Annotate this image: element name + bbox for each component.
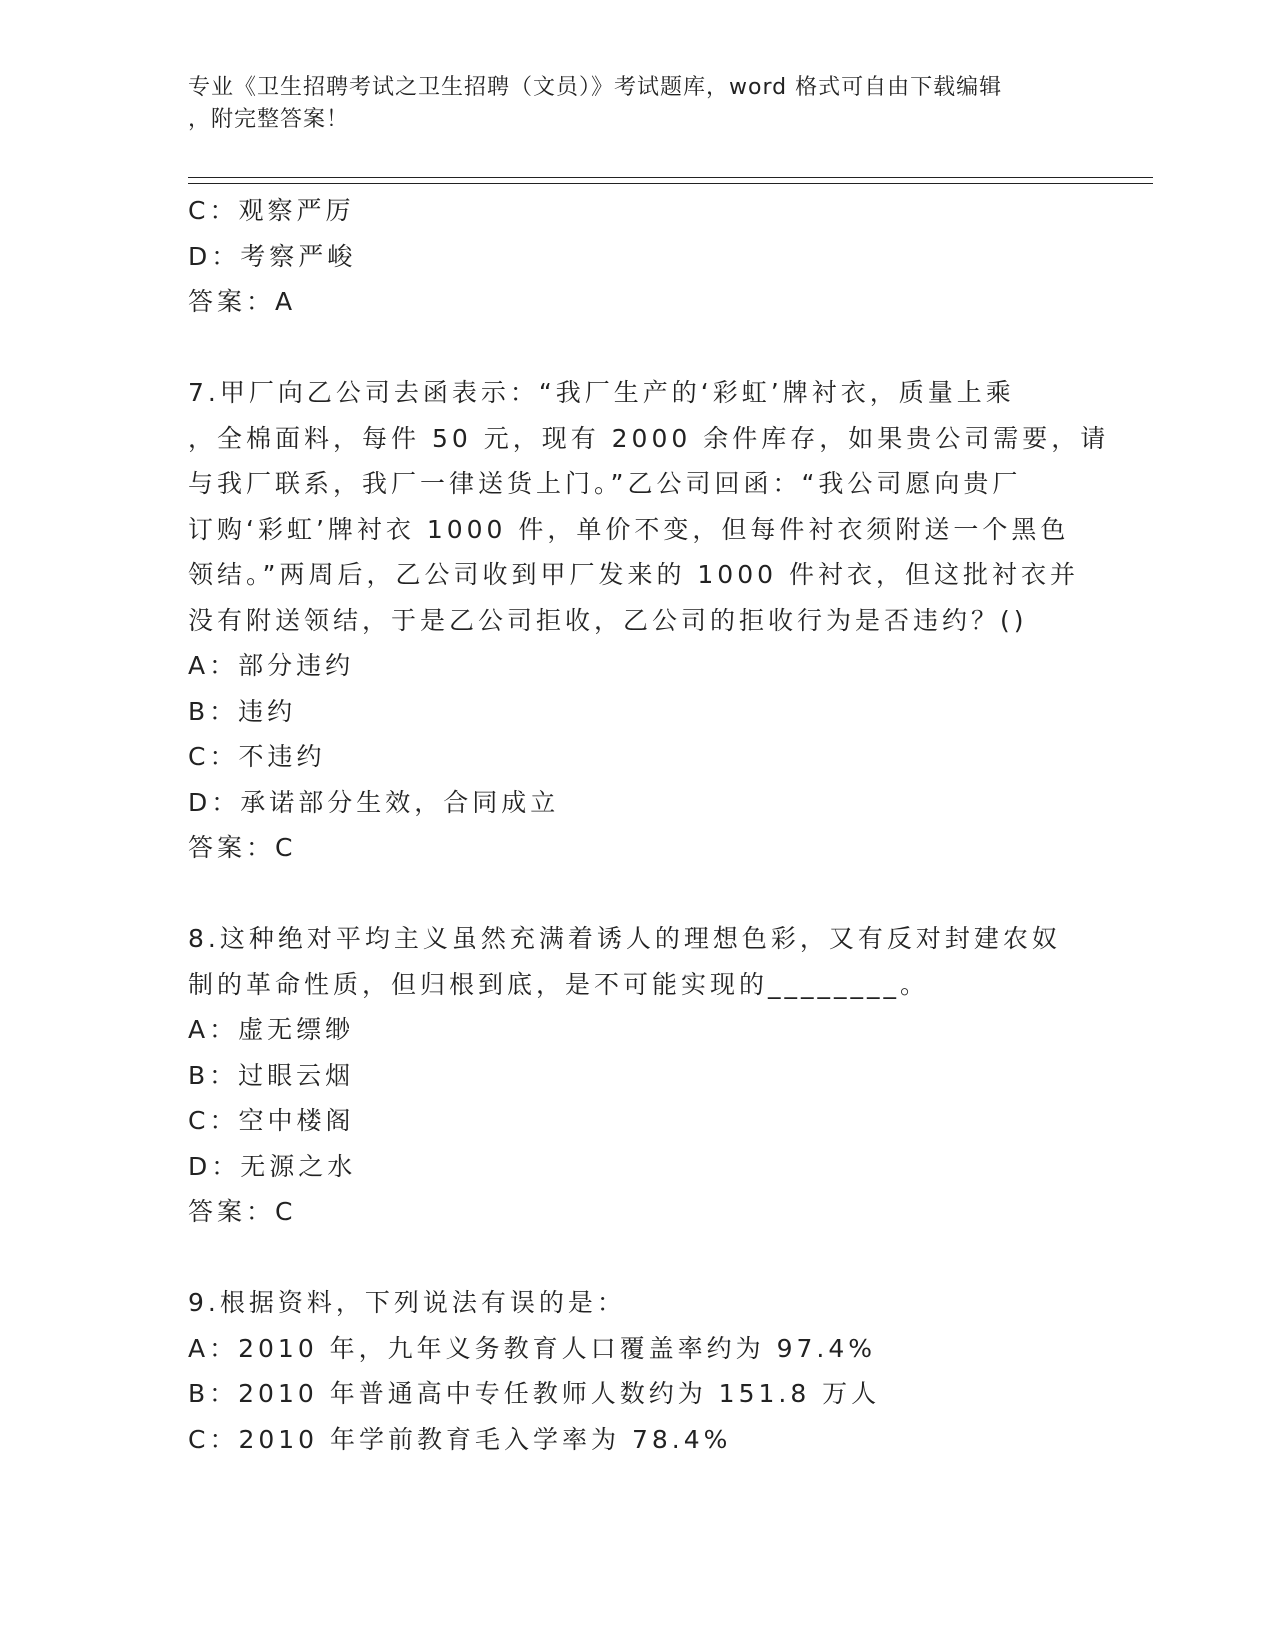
- option-a: A：部分违约: [188, 651, 355, 680]
- question-text-line: 订购‘彩虹’牌衬衣 1000 件，单价不变，但每件衬衣须附送一个黑色: [188, 514, 1070, 544]
- option-d: D：无源之水: [188, 1151, 357, 1181]
- answer-line: 答案：C: [188, 1197, 297, 1226]
- question-text-line: 与我厂联系，我厂一律送货上门。”乙公司回函：“我公司愿向贵厂: [188, 469, 1022, 498]
- option-a: A：2010 年，九年义务教育人口覆盖率约为 97.4%: [188, 1333, 877, 1363]
- question-text-line: ，全棉面料，每件 50 元，现有 2000 余件库存，如果贵公司需要，请: [188, 423, 1110, 453]
- spacer: [188, 871, 1088, 917]
- question-text-line: 没有附送领结，于是乙公司拒收，乙公司的拒收行为是否违约？(): [188, 605, 1028, 635]
- option-b: B：2010 年普通高中专任教师人数约为 151.8 万人: [188, 1379, 881, 1408]
- header-line-1: 专业《卫生招聘考试之卫生招聘（文员）》考试题库，word 格式可自由下载编辑: [188, 75, 1003, 100]
- option-d: D：考察严峻: [188, 241, 357, 271]
- question-text-line: 9.根据资料，下列说法有误的是：: [188, 1288, 626, 1317]
- option-c: C：2010 年学前教育毛入学率为 78.4%: [188, 1424, 732, 1454]
- answer-line: 答案：C: [188, 833, 297, 862]
- option-b: B：违约: [188, 696, 297, 726]
- question-text-line: 7.甲厂向乙公司去函表示：“我厂生产的‘彩虹’牌衬衣，质量上乘: [188, 378, 1015, 407]
- question-7: [188, 370, 1110, 871]
- header-line-2: ，附完整答案！: [188, 107, 350, 132]
- spacer: [188, 325, 1088, 371]
- question-8: [188, 916, 1088, 1235]
- option-a: A：虚无缥缈: [188, 1015, 355, 1044]
- question-text-line: 制的革命性质，但归根到底，是不可能实现的________。: [188, 969, 930, 999]
- option-c: C：不违约: [188, 742, 326, 771]
- spacer: [188, 1235, 1088, 1281]
- header-rule-top: [188, 177, 1153, 178]
- answer-line: 答案：A: [188, 287, 297, 316]
- option-c: C：观察严厉: [188, 196, 355, 225]
- document-header: [188, 72, 1088, 136]
- header-rule-bottom: [188, 183, 1153, 184]
- option-b: B：过眼云烟: [188, 1060, 355, 1090]
- question-list: [188, 188, 1110, 1462]
- question-9: [188, 1280, 1088, 1462]
- question-text-line: 8.这种绝对平均主义虽然充满着诱人的理想色彩，又有反对封建农奴: [188, 924, 1061, 953]
- option-d: D：承诺部分生效，合同成立: [188, 787, 560, 817]
- question-text-line: 领结。”两周后，乙公司收到甲厂发来的 1000 件衬衣，但这批衬衣并: [188, 560, 1079, 589]
- option-c: C：空中楼阁: [188, 1106, 355, 1135]
